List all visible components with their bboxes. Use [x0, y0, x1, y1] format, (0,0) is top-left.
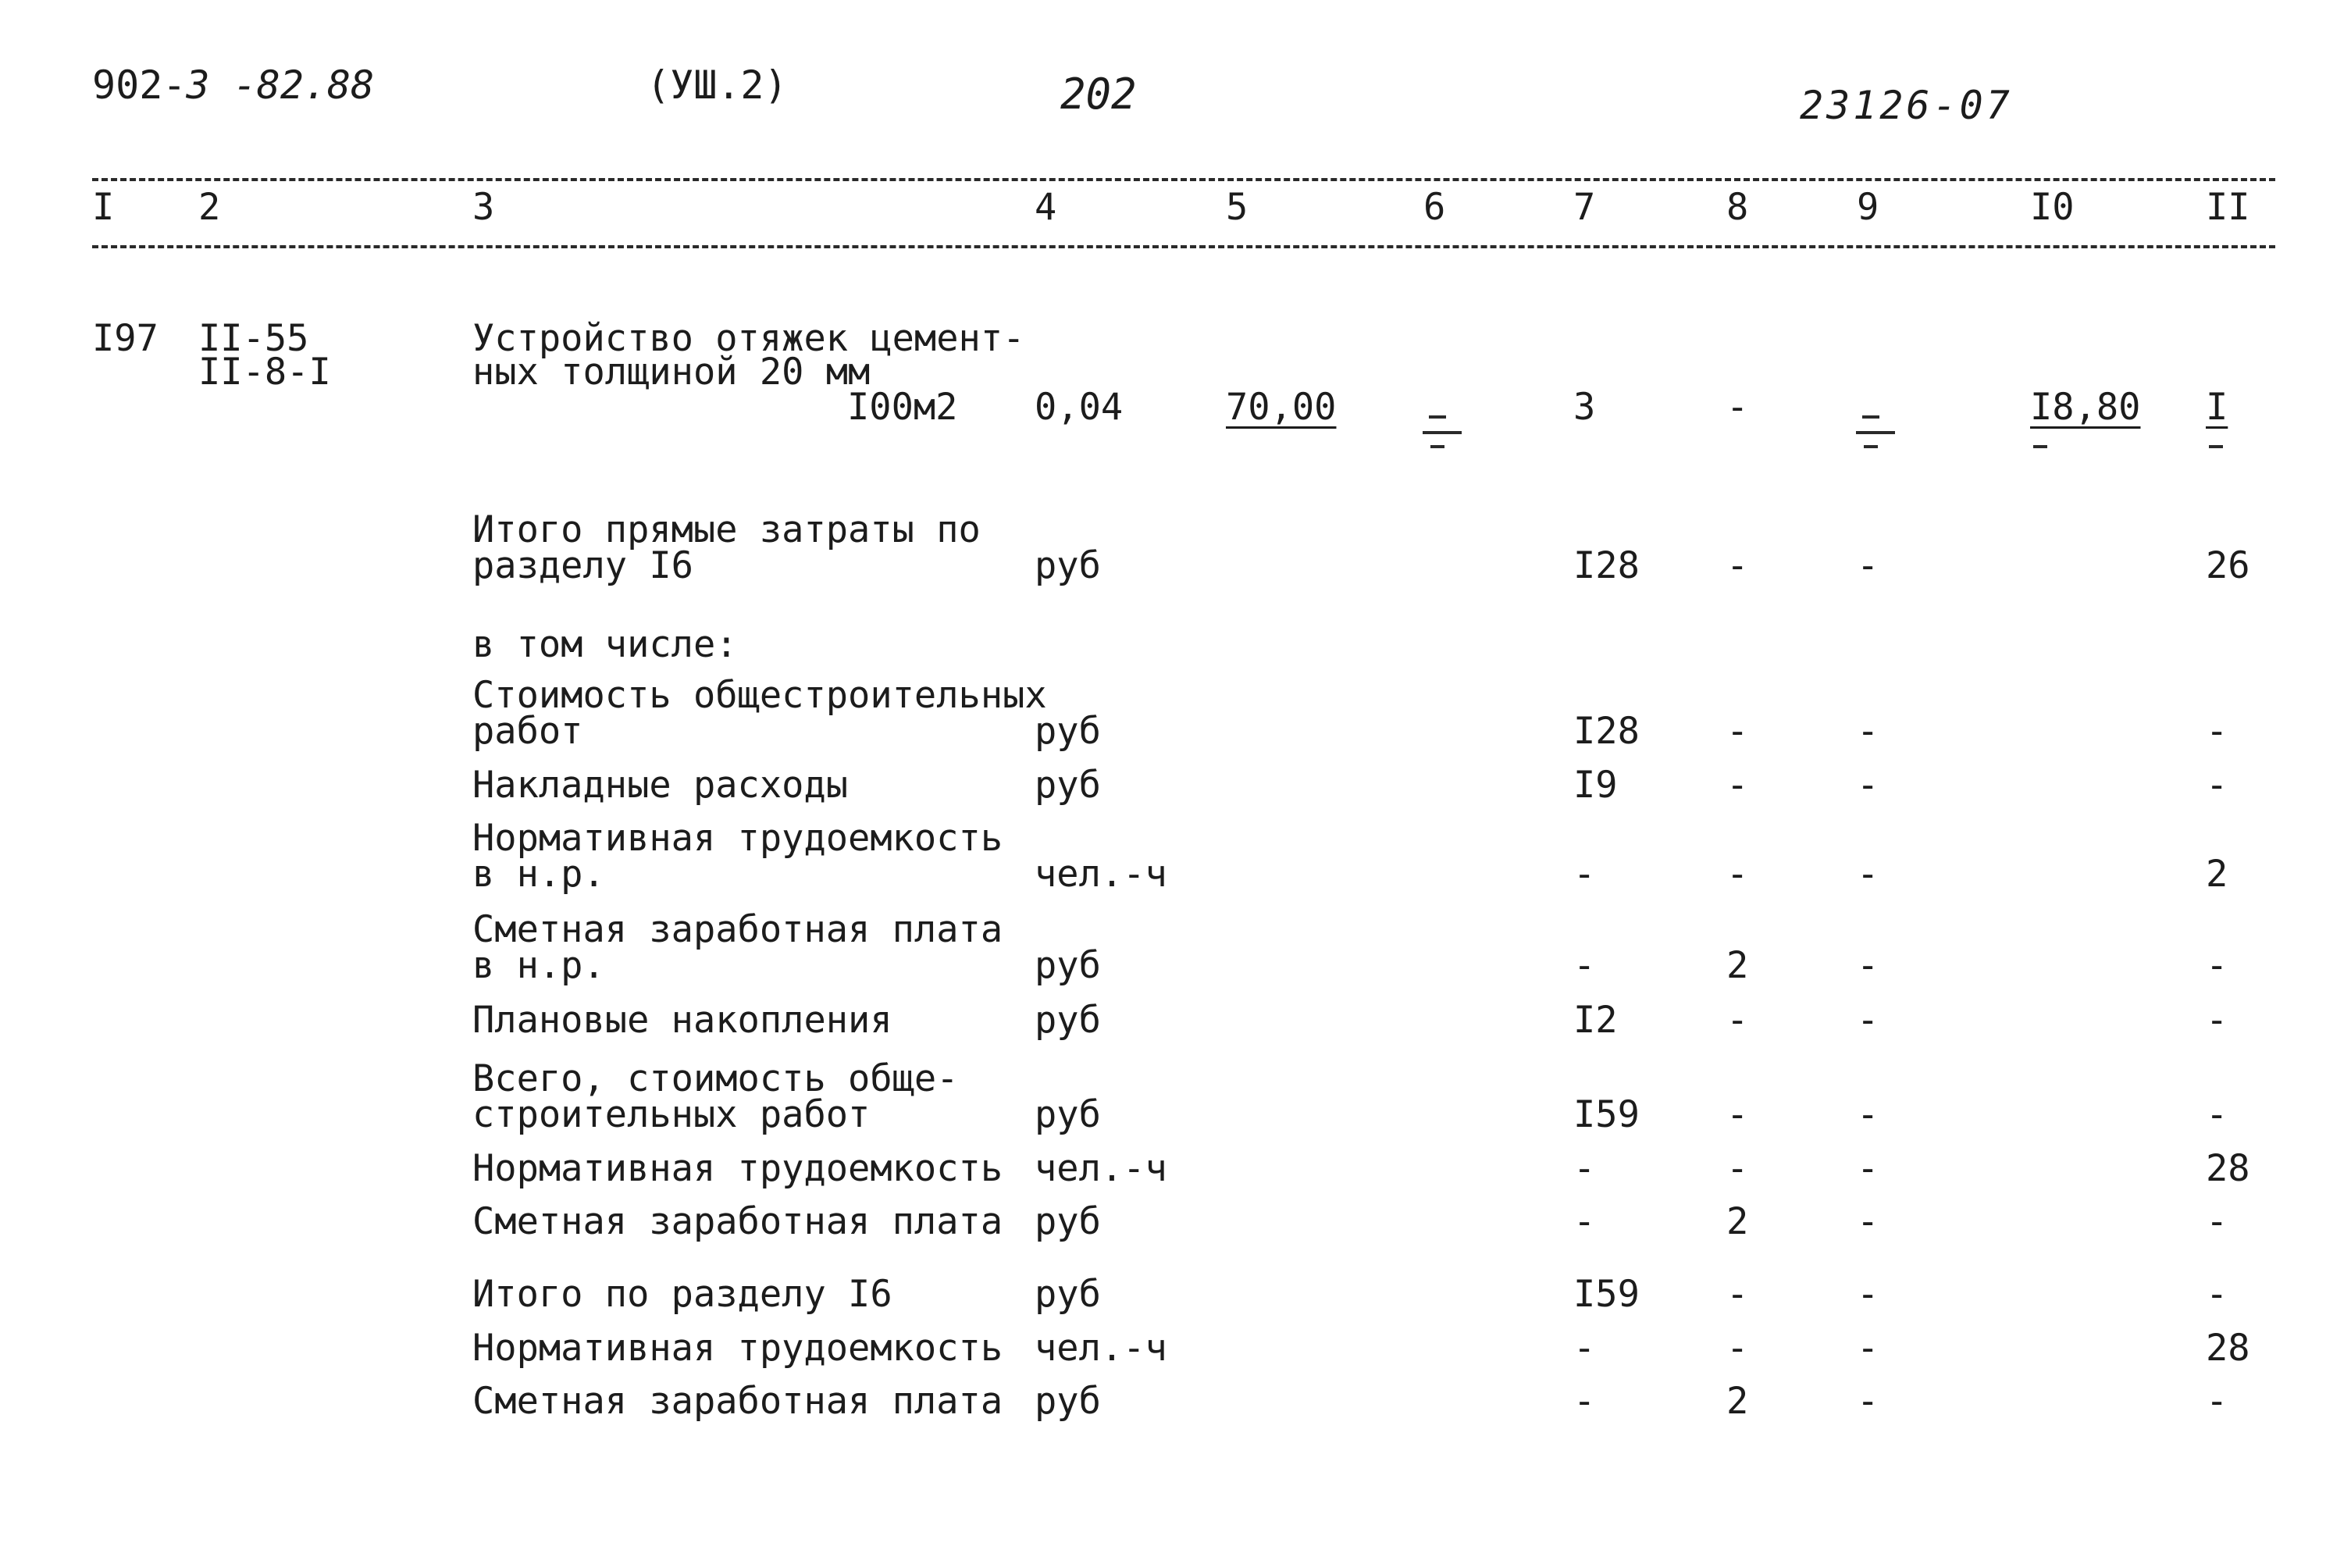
summary-col11-value: -: [2206, 999, 2228, 1042]
summary-row-label: в н.р.: [472, 944, 605, 987]
summary-col9-value: -: [1857, 1147, 1879, 1190]
item-number: I97: [92, 317, 159, 360]
summary-row-unit: руб: [1035, 544, 1101, 587]
column-number: 6: [1423, 186, 1446, 229]
summary-col9-value: -: [1857, 853, 1879, 896]
column-number: 4: [1035, 186, 1057, 229]
summary-col9-value: -: [1857, 944, 1879, 987]
item-col11-stub: [2209, 445, 2223, 448]
summary-row-unit: руб: [1035, 1200, 1101, 1243]
summary-col9-value: -: [1857, 1093, 1879, 1136]
summary-col8-value: -: [1726, 544, 1749, 587]
summary-row-label: в н.р.: [472, 853, 605, 896]
summary-row-label: Стоимость общестроительных: [472, 674, 1047, 717]
summary-row-unit: руб: [1035, 1380, 1101, 1423]
summary-row-unit: руб: [1035, 1273, 1101, 1316]
item-description-line: ных толщиной 20 мм: [472, 351, 871, 394]
summary-col11-value: -: [2206, 1273, 2228, 1316]
summary-row-label: в том числе:: [472, 623, 738, 666]
item-col6-dash: [1429, 415, 1446, 419]
summary-col11-value: 28: [2206, 1327, 2250, 1370]
summary-col8-value: -: [1726, 764, 1749, 807]
summary-col9-value: -: [1857, 1327, 1879, 1370]
summary-row-label: Итого прямые затраты по: [472, 508, 981, 551]
summary-col9-value: -: [1857, 764, 1879, 807]
summary-col7-value: -: [1573, 853, 1596, 896]
summary-row-label: работ: [472, 710, 583, 753]
summary-col8-value: -: [1726, 710, 1749, 753]
summary-col7-value: I28: [1573, 710, 1640, 753]
header-rule-top: [92, 178, 2275, 181]
summary-col11-value: -: [2206, 1093, 2228, 1136]
summary-col7-value: -: [1573, 944, 1596, 987]
summary-col8-value: 2: [1726, 1380, 1749, 1423]
summary-row-label: Сметная заработная плата: [472, 908, 1003, 951]
document-code: [92, 62, 375, 108]
summary-col7-value: -: [1573, 1200, 1596, 1243]
column-number: 3: [472, 186, 495, 229]
summary-col9-value: -: [1857, 1273, 1879, 1316]
header-rule-bottom: [92, 245, 2275, 248]
column-number: 8: [1726, 186, 1749, 229]
summary-col11-value: 2: [2206, 853, 2228, 896]
item-col6-underline: [1423, 431, 1462, 434]
summary-row-unit: чел.-ч: [1035, 1327, 1167, 1370]
item-col10-stub: [2033, 445, 2047, 448]
summary-col8-value: 2: [1726, 944, 1749, 987]
summary-row-unit: руб: [1035, 764, 1101, 807]
summary-row-unit: руб: [1035, 944, 1101, 987]
summary-col7-value: I28: [1573, 544, 1640, 587]
summary-row-label: Нормативная трудоемкость: [472, 817, 1003, 860]
summary-col9-value: -: [1857, 544, 1879, 587]
item-col9-stub: [1864, 445, 1878, 448]
summary-col11-value: -: [2206, 764, 2228, 807]
column-number: II: [2206, 186, 2250, 229]
column-number: 5: [1226, 186, 1249, 229]
summary-col11-value: -: [2206, 944, 2228, 987]
column-number: 7: [1573, 186, 1596, 229]
document-code-prefix: 902-: [92, 62, 187, 108]
summary-row-label: Накладные расходы: [472, 764, 849, 807]
item-col10-value: I8,80: [2030, 386, 2141, 429]
item-quantity: 0,04: [1035, 386, 1124, 429]
item-col9-underline: [1856, 431, 1895, 434]
summary-row-unit: руб: [1035, 999, 1101, 1042]
summary-col8-value: 2: [1726, 1200, 1749, 1243]
summary-col11-value: -: [2206, 1380, 2228, 1423]
summary-col7-value: -: [1573, 1327, 1596, 1370]
summary-row-label: Всего, стоимость обще-: [472, 1057, 959, 1100]
summary-row-unit: чел.-ч: [1035, 853, 1167, 896]
summary-col7-value: I59: [1573, 1273, 1640, 1316]
summary-row-label: Нормативная трудоемкость: [472, 1147, 1003, 1190]
item-col8-value: -: [1726, 386, 1749, 429]
summary-col8-value: -: [1726, 1093, 1749, 1136]
summary-row-label: Плановые накопления: [472, 999, 892, 1042]
summary-col8-value: -: [1726, 853, 1749, 896]
summary-row-unit: руб: [1035, 1093, 1101, 1136]
summary-row-label: Нормативная трудоемкость: [472, 1327, 1003, 1370]
item-code-line: II-55: [198, 317, 309, 360]
summary-col7-value: I9: [1573, 764, 1618, 807]
summary-col9-value: -: [1857, 1380, 1879, 1423]
summary-row-label: Сметная заработная плата: [472, 1200, 1003, 1243]
summary-col8-value: -: [1726, 1147, 1749, 1190]
document-code-handwritten: 3 -82.88: [186, 62, 375, 108]
column-number: I0: [2030, 186, 2075, 229]
summary-col7-value: -: [1573, 1147, 1596, 1190]
summary-col7-value: I2: [1573, 999, 1618, 1042]
item-col11-value: I: [2206, 386, 2228, 429]
summary-row-unit: чел.-ч: [1035, 1147, 1167, 1190]
summary-row-label: Сметная заработная плата: [472, 1380, 1003, 1423]
page-number: 202: [1060, 69, 1137, 119]
summary-col8-value: -: [1726, 999, 1749, 1042]
item-code-line: II-8-I: [198, 351, 331, 394]
summary-row-label: Итого по разделу I6: [472, 1273, 892, 1316]
summary-row-label: строительных работ: [472, 1093, 871, 1136]
summary-row-label: разделу I6: [472, 544, 693, 587]
item-description-line: Устройство отяжек цемент-: [472, 317, 1025, 360]
archive-number: 23126-07: [1800, 83, 2013, 128]
summary-col9-value: -: [1857, 999, 1879, 1042]
summary-col11-value: 28: [2206, 1147, 2250, 1190]
column-number: 9: [1857, 186, 1879, 229]
item-unit-price: 70,00: [1226, 386, 1337, 429]
summary-col7-value: I59: [1573, 1093, 1640, 1136]
summary-col9-value: -: [1857, 710, 1879, 753]
summary-row-unit: руб: [1035, 710, 1101, 753]
volume-label: (УШ.2): [647, 62, 788, 108]
summary-col7-value: -: [1573, 1380, 1596, 1423]
summary-col11-value: 26: [2206, 544, 2250, 587]
summary-col11-value: -: [2206, 1200, 2228, 1243]
summary-col8-value: -: [1726, 1273, 1749, 1316]
summary-col8-value: -: [1726, 1327, 1749, 1370]
summary-col9-value: -: [1857, 1200, 1879, 1243]
column-number: 2: [198, 186, 221, 229]
item-col6-stub: [1430, 445, 1444, 448]
summary-col11-value: -: [2206, 710, 2228, 753]
item-col7-value: 3: [1573, 386, 1596, 429]
item-unit: I00м2: [847, 386, 958, 429]
item-col9-dash: [1862, 415, 1879, 419]
column-number: I: [92, 186, 115, 229]
